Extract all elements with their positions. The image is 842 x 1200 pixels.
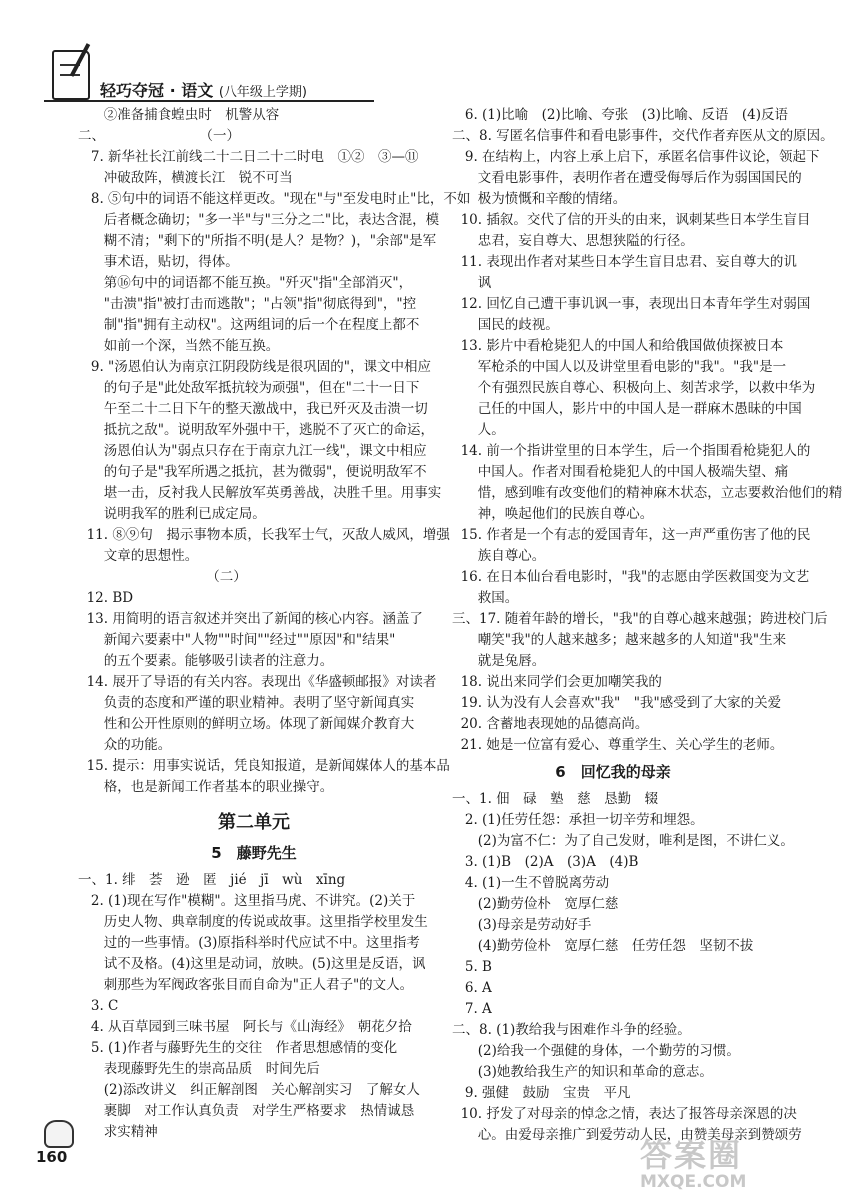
answer-line: 忠君，妄自尊大、思想狭隘的行径。 — [452, 233, 694, 249]
answer-line: 9. 在结构上，内容上承上启下，承匿名信事件议论，领起下 — [452, 149, 820, 165]
lesson-title-5: 5 藤野先生 — [211, 844, 297, 862]
page-number-text: 160 — [36, 1148, 68, 1166]
answer-line: 神，唤起他们的民族自尊心。 — [452, 506, 654, 522]
answer-line: 裹脚 对工作认真负责 对学生严格要求 热情诚恳 — [78, 1103, 415, 1119]
answer-line: 族自尊心。 — [452, 548, 546, 564]
answer-line: 14. 前一个指讲堂里的日本学生，后一个指围看枪毙犯人的 — [452, 443, 811, 459]
answer-line: 一、1. 绯 荟 逊 匿 jié jī wù xīng — [78, 872, 346, 888]
answer-line: 15. 作者是一个有志的爱国青年，这一声严重伤害了他的民 — [452, 527, 811, 543]
answer-line: 18. 说出来同学们会更加嘲笑我的 — [452, 674, 662, 690]
answer-line: 二、8. (1)教给我与困难作斗争的经验。 — [452, 1022, 691, 1038]
answer-line: 文章的思想性。 — [78, 548, 199, 564]
answer-line: 心。由爱母亲推广到爱劳动人民，由赞美母亲到赞颂劳 — [452, 1127, 802, 1143]
answer-line: 冲破敌阵，横渡长江 锐不可当 — [78, 170, 293, 186]
right-column — [452, 105, 842, 1146]
answer-line: 13. 用简明的语言叙述并突出了新闻的核心内容。涵盖了 — [78, 611, 423, 627]
answer-line: 军枪杀的中国人以及讲堂里看电影的"我"。"我"是一 — [452, 359, 787, 375]
answer-line: 制"指"拥有主动权"。这两组词的后一个在程度上都不 — [78, 317, 420, 333]
answer-line: 9. 强健 鼓励 宝贵 平凡 — [452, 1085, 631, 1101]
answer-line: 3. C — [78, 998, 119, 1014]
lesson5-answer-lines — [78, 870, 430, 1143]
answer-line: (2)添改讲义 纠正解剖图 关心解剖实习 了解女人 — [78, 1082, 420, 1098]
answer-line: 二、8. 写匿名信事件和看电影事件，交代作者弃医从文的原因。 — [452, 128, 834, 144]
answer-line: 个有强烈民族自尊心、积极向上、刻苦求学，以救中华为 — [452, 380, 816, 396]
answer-line: 9. "汤恩伯认为南京江阴段防线是很巩固的"，课文中相应 — [78, 359, 431, 375]
answer-line: 14. 展开了导语的有关内容。表现出《华盛顿邮报》对读者 — [78, 674, 437, 690]
answer-line: 刺那些为军阀政客张目而自命为"正人君子"的文人。 — [78, 977, 414, 993]
watermark-text: 答案圈 — [640, 1136, 743, 1174]
answer-line: 如前一个深，当然不能互换。 — [78, 338, 280, 354]
answer-line: 国民的歧视。 — [452, 317, 559, 333]
answer-line: (3)母亲是劳动好手 — [452, 917, 592, 933]
watermark — [640, 1130, 790, 1196]
answer-line: 2. (1)现在写作"模糊"。这里指马虎、不讲究。(2)关于 — [78, 893, 416, 909]
answer-line: 新闻六要素中"人物""时间""经过""原因"和"结果" — [78, 632, 396, 648]
answer-line: 讽 — [452, 275, 492, 291]
answer-line: (2)给我一个强健的身体，一个勤劳的习惯。 — [452, 1043, 740, 1059]
answer-line: 10. 插叙。交代了信的开头的由来，讽刺某些日本学生盲目 — [452, 212, 811, 228]
answer-line: 糊不清；"剩下的"所指不明(是人？是物？)，"余部"是军 — [78, 233, 437, 249]
answer-line: 15. 提示：用事实说话，凭良知报道，是新闻媒体人的基本品 — [78, 758, 450, 774]
answer-line: 后者概念确切；"多一半"与"三分之二"比，表达含混，模 — [78, 212, 440, 228]
answer-line: 2. (1)任劳任怨：承担一切辛劳和埋怨。 — [452, 812, 704, 828]
answer-line: 7. 新华社长江前线二十二日二十二时电 ①② ③—⑪ — [78, 149, 419, 165]
answer-line: 11. 表现出作者对某些日本学生盲目忠君、妄自尊大的讥 — [452, 254, 797, 270]
answer-line: 11. ⑧⑨句 揭示事物本质，长我军士气，灭敌人威风，增强 — [78, 527, 450, 543]
answer-line: 12. 回忆自己遭干事讥讽一事，表现出日本青年学生对弱国 — [452, 296, 811, 312]
answer-line: 第⑯句中的词语都不能互换。"歼灭"指"全部消灭"， — [78, 275, 413, 291]
answer-line: "击溃"指"被打击而逃散"；"占领"指"彻底得到"，"控 — [78, 296, 417, 312]
answer-line: 12. BD — [78, 590, 134, 606]
answer-line: 众的功能。 — [78, 737, 172, 753]
answer-line: 的五个要素。能够吸引读者的注意力。 — [78, 653, 334, 669]
answer-line: 8. ⑤句中的词语不能这样更改。"现在"与"至发电时止"比，不如 — [78, 191, 471, 207]
answer-line: 7. A — [452, 1001, 492, 1017]
answer-line: 表现藤野先生的崇高品质 时间先后 — [78, 1061, 320, 1077]
answer-line: 抵抗之敌"。说明敌军外强中干，逃脱不了灭亡的命运， — [78, 422, 434, 438]
answer-line: (3)她教给我生产的知识和革命的意志。 — [452, 1064, 713, 1080]
book-title: 轻巧夺冠 · 语文 — [100, 81, 214, 100]
answer-line: 二、 （一） — [78, 128, 240, 144]
answer-line: 4. (1)一生不曾脱离劳动 — [452, 875, 610, 891]
unit-title: 第二单元 — [218, 812, 290, 833]
answer-line: 19. 认为没有人会喜欢"我" "我"感受到了大家的关爱 — [452, 695, 782, 711]
answer-line: 的句子是"此处敌军抵抗较为顽强"，但在"二十一日下 — [78, 380, 420, 396]
answer-line: 堪一击，反衬我人民解放军英勇善战，决胜千里。用事实 — [78, 485, 442, 501]
answer-line: 事术语，贴切，得体。 — [78, 254, 239, 270]
answer-line: 负责的态度和严谨的职业精神。表明了坚守新闻真实 — [78, 695, 415, 711]
answer-line: 性和公开性原则的鲜明立场。体现了新闻媒介教育大 — [78, 716, 415, 732]
answer-line: 汤恩伯认为"弱点只存在于南京九江一线"，课文中相应 — [78, 443, 427, 459]
header-divider — [44, 100, 374, 102]
watermark-url: MXQE.COM — [640, 1172, 747, 1192]
answer-line: 3. (1)B (2)A (3)A (4)B — [452, 854, 639, 870]
lesson-title-6: 6 回忆我的母亲 — [555, 763, 671, 781]
left-answer-lines — [78, 105, 471, 798]
answer-line: 人。 — [452, 422, 505, 438]
answer-line: 一、1. 佃 碌 塾 慈 恳勤 辍 — [452, 791, 659, 807]
answer-line: 过的一些事情。(3)原指科举时代应试不中。这里指考 — [78, 935, 420, 951]
answer-line: 试不及格。(4)这里是动词，放映。(5)这里是反语，讽 — [78, 956, 426, 972]
answer-line: (2)为富不仁：为了自己发财，唯利是图，不讲仁义。 — [452, 833, 794, 849]
answer-line: 中国人。作者对围看枪毙犯人的中国人极端失望、痛 — [452, 464, 789, 480]
left-column — [78, 105, 471, 1143]
answer-line: 6. A — [452, 980, 492, 996]
answer-line: 就是兔唇。 — [452, 653, 546, 669]
answer-line: 格，也是新闻工作者基本的职业操守。 — [78, 779, 334, 795]
answer-line: 嘲笑"我"的人越来越多；越来越多的人知道"我"生来 — [452, 632, 787, 648]
answer-line: 午至二十二日下午的整天激战中，我已歼灭及击溃一切 — [78, 401, 428, 417]
answer-line: 13. 影片中看枪毙犯人的中国人和给俄国做侦探被日本 — [452, 338, 784, 354]
answer-line: 21. 她是一位富有爱心、尊重学生、关心学生的老师。 — [452, 737, 784, 753]
answer-line: 16. 在日本仙台看电影时，"我"的志愿由学医救国变为文艺 — [452, 569, 810, 585]
lesson6-answer-lines — [452, 789, 802, 1146]
book-subtitle: (八年级上学期) — [218, 85, 307, 100]
header-title — [100, 78, 307, 101]
answer-line: 己任的中国人，影片中的中国人是一群麻木愚昧的中国 — [452, 401, 802, 417]
answer-line: （二） — [78, 569, 247, 585]
answer-line: 历史人物、典章制度的传说或故事。这里指学校里发生 — [78, 914, 428, 930]
answer-line: 惜，感到唯有改变他们的精神麻木状态，立志要救治他们的精 — [452, 485, 842, 501]
answer-line: 5. (1)作者与藤野先生的交往 作者思想感情的变化 — [78, 1040, 398, 1056]
page-header — [52, 42, 382, 100]
answer-line: 救国。 — [452, 590, 519, 606]
answer-line: ②准备捕食蝗虫时 机警从容 — [78, 107, 280, 123]
answer-line: 文看电影事件，表明作者在遭受侮辱后作为弱国国民的 — [452, 170, 802, 186]
answer-line: 4. 从百草园到三味书屋 阿长与《山海经》 朝花夕拾 — [78, 1019, 412, 1035]
answer-line: 求实精神 — [78, 1124, 158, 1140]
answer-line: 5. B — [452, 959, 492, 975]
answer-line: 说明我军的胜利已成定局。 — [78, 506, 266, 522]
answer-line: 三、17. 随着年龄的增长，"我"的自尊心越来越强；跨进校门后 — [452, 611, 828, 627]
page-number — [36, 1148, 76, 1178]
answer-line: 10. 抒发了对母亲的悼念之情，表达了报答母亲深恩的决 — [452, 1106, 797, 1122]
answer-line: 6. (1)比喻 (2)比喻、夸张 (3)比喻、反语 (4)反语 — [452, 107, 789, 123]
answer-line: 极为愤慨和辛酸的情绪。 — [452, 191, 627, 207]
answer-line: (2)勤劳俭朴 宽厚仁慈 — [452, 896, 619, 912]
right-answer-lines — [452, 105, 842, 756]
answer-line: (4)勤劳俭朴 宽厚仁慈 任劳任怨 坚韧不拔 — [452, 938, 754, 954]
answer-line: 20. 含蓄地表现她的品德高尚。 — [452, 716, 649, 732]
bag-icon — [44, 1120, 74, 1148]
answer-line: 的句子是"我军所遇之抵抗，甚为微弱"，便说明敌军不 — [78, 464, 427, 480]
